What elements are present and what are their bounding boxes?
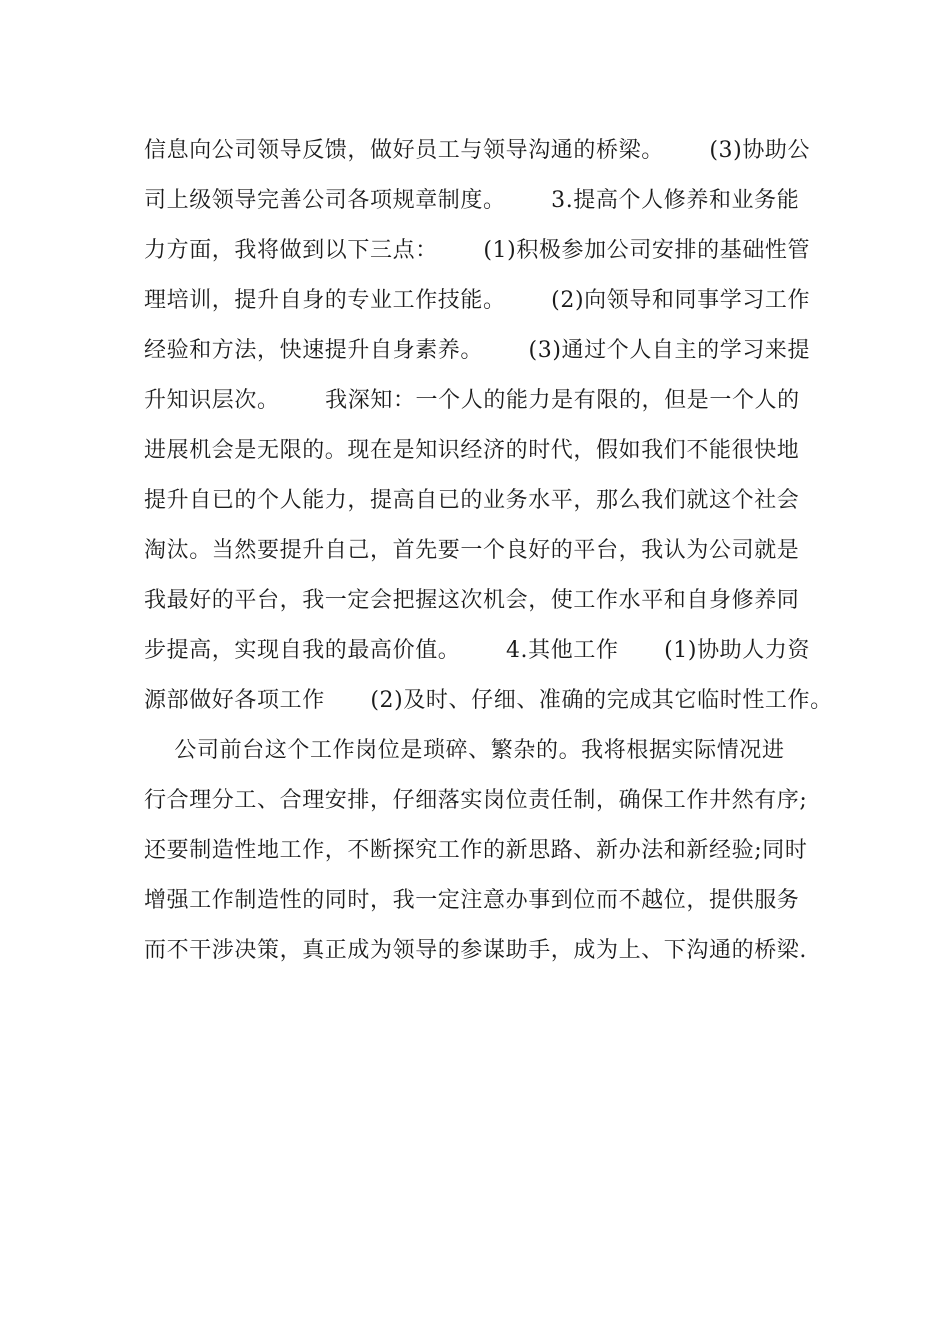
- text-line: 还要制造性地工作，不断探究工作的新思路、新办法和新经验;同时: [144, 838, 808, 863]
- text-line: 信息向公司领导反馈，做好员工与领导沟通的桥梁。 (3)协助公: [144, 138, 811, 163]
- text-line: 我最好的平台，我一定会把握这次机会，使工作水平和自身修养同: [144, 588, 800, 613]
- text-line: 力方面，我将做到以下三点： (1)积极参加公司安排的基础性管: [144, 238, 811, 263]
- text-line: 源部做好各项工作 (2)及时、仔细、准确的完成其它临时性工作。: [144, 688, 833, 713]
- text-line: 步提高，实现自我的最高价值。 4.其他工作 (1)协助人力资: [144, 638, 811, 663]
- text-line: 而不干涉决策，真正成为领导的参谋助手，成为上、下沟通的桥梁.: [144, 938, 807, 963]
- text-line: 进展机会是无限的。现在是知识经济的时代，假如我们不能很快地: [144, 438, 800, 463]
- text-line: 司上级领导完善公司各项规章制度。 3.提高个人修养和业务能: [144, 188, 800, 213]
- text-line: 提升自已的个人能力，提高自已的业务水平，那么我们就这个社会: [144, 488, 800, 513]
- text-line: 行合理分工、合理安排，仔细落实岗位责任制，确保工作井然有序;: [144, 788, 808, 813]
- body-text: [144, 126, 834, 976]
- text-line: 升知识层次。 我深知：一个人的能力是有限的，但是一个人的: [144, 388, 800, 413]
- text-line: 增强工作制造性的同时，我一定注意办事到位而不越位，提供服务: [144, 888, 800, 913]
- text-line: 公司前台这个工作岗位是琐碎、繁杂的。我将根据实际情况进: [144, 738, 785, 763]
- text-line: 经验和方法，快速提升自身素养。 (3)通过个人自主的学习来提: [144, 338, 811, 363]
- text-line: 淘汰。当然要提升自己，首先要一个良好的平台，我认为公司就是: [144, 538, 800, 563]
- text-line: 理培训，提升自身的专业工作技能。 (2)向领导和同事学习工作: [144, 288, 811, 313]
